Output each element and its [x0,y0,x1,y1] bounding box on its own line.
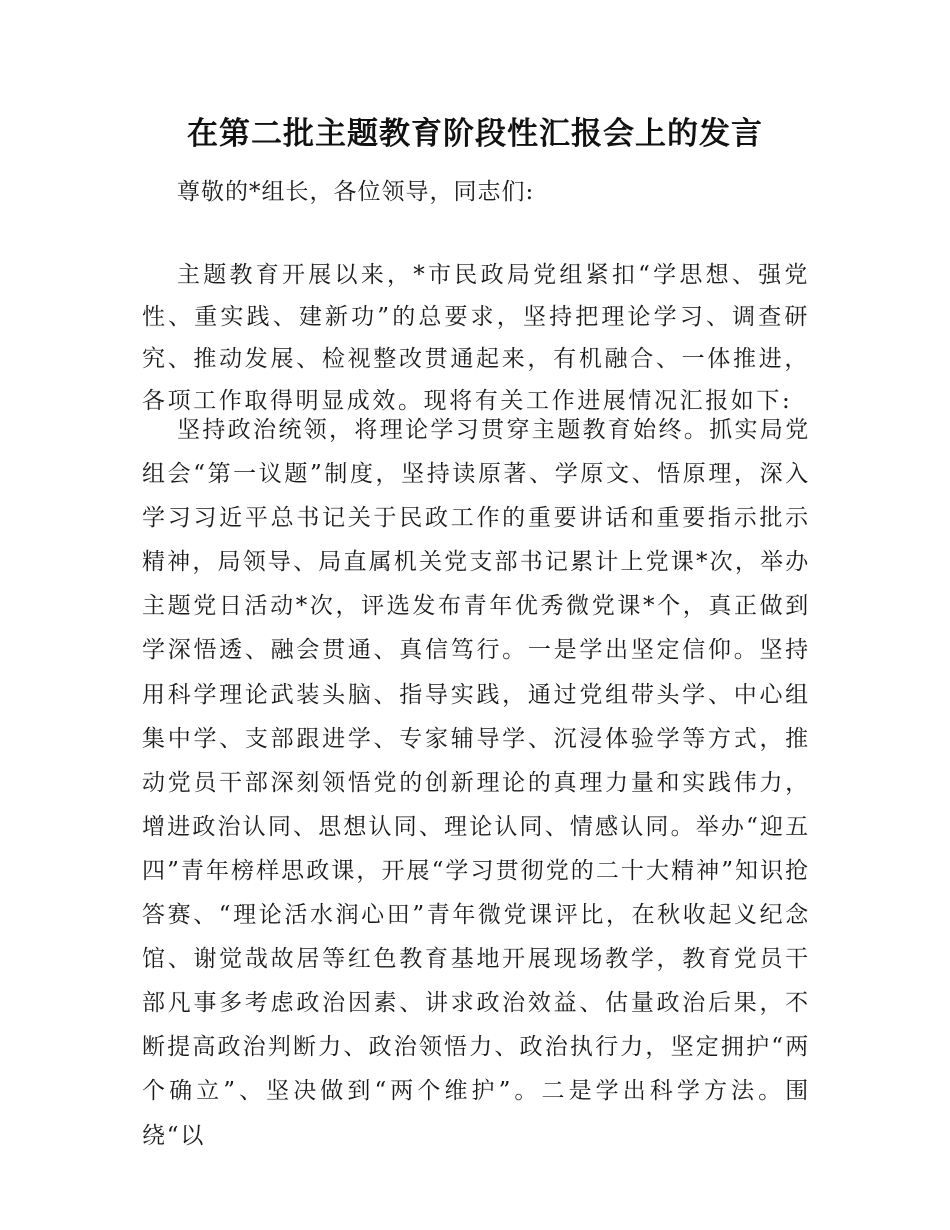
paragraph-intro: 主题教育开展以来，*市民政局党组紧扣“学思想、强党性、重实践、建新功”的总要求，坚持把理论学习、调查研究、推动发展、检视整改贯通起来，有机融合、一体推进，各项工作取得明显成效。现将有关工作进展情况汇报如下: [142,262,810,414]
salutation: 尊敬的*组长，各位领导，同志们: [177,179,535,205]
paragraph-political-leadership: 坚持政治统领，将理论学习贯穿主题教育始终。抓实局党组会“第一议题”制度，坚持读原著、学原文、悟原理，深入学习习近平总书记关于民政工作的重要讲话和重要指示批示精神，局领导、局直属机关党支部书记累计上党课*次，举办主题党日活动*次，评选发布青年优秀微党课*个，真正做到学深悟透、融会贯通、真信笃行。一是学出坚定信仰。坚持用科学理论武装头脑、指导实践，通过党组带头学、中心组集中学、支部跟进学、专家辅导学、沉浸体验学等方式，推动党员干部深刻领悟党的创新理论的真理力量和实践伟力，增进政治认同、思想认同、理论认同、情感认同。举办“迎五四”青年榜样思政课，开展“学习贯彻党的二十大精神”知识抢答赛、“理论活水润心田”青年微党课评比，在秋收起义纪念馆、谢觉哉故居等红色教育基地开展现场教学，教育党员干部凡事多考虑政治因素、讲求政治效益、估量政治后果，不断提高政治判断力、政治领悟力、政治执行力，坚定拥护“两个确立”、坚决做到“两个维护”。二是学出科学方法。围绕“以 [142,417,810,1149]
document-title: 在第二批主题教育阶段性汇报会上的发言 [187,116,763,152]
